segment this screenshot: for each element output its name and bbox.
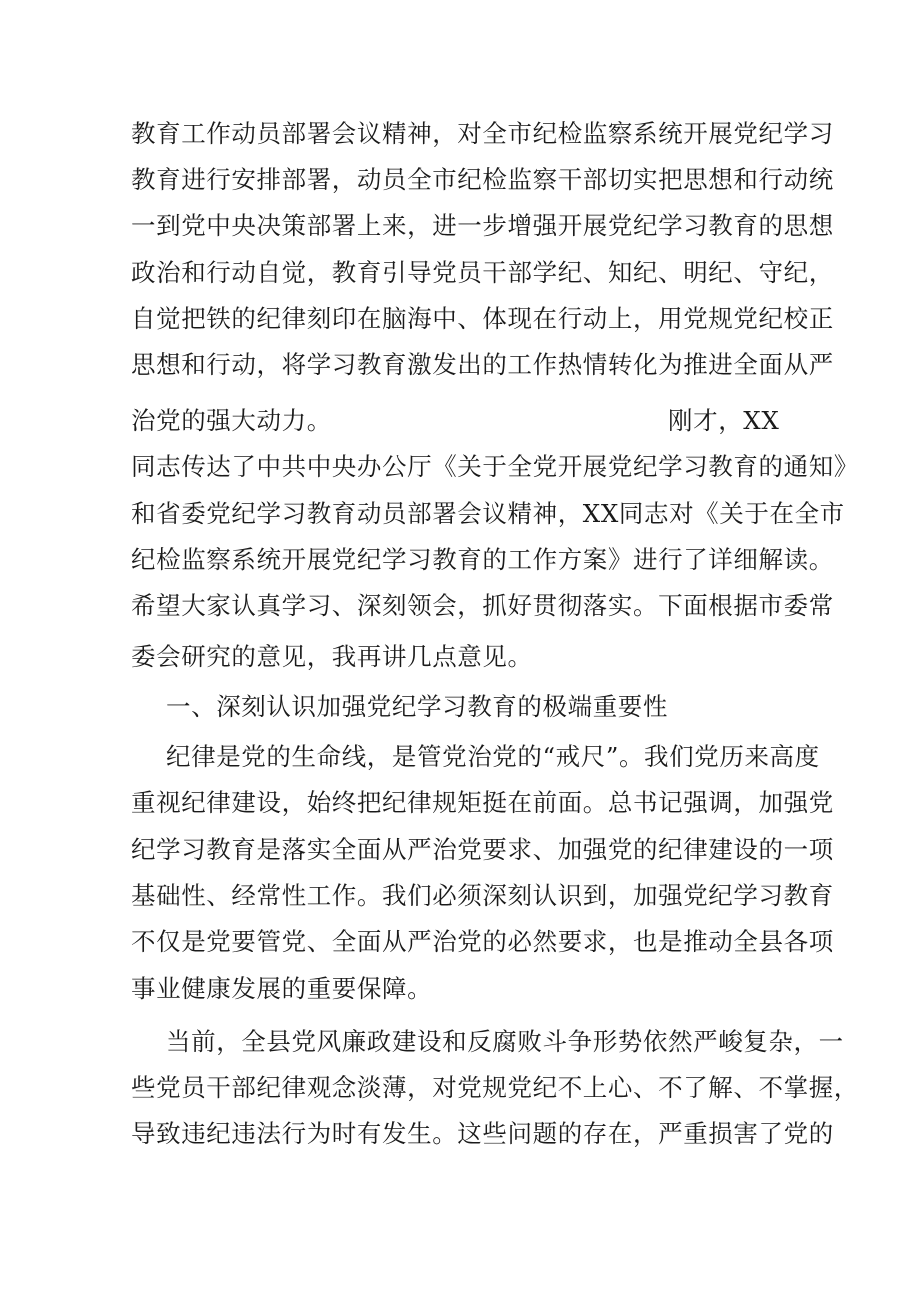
body-text-line: 导致违纪违法行为时有发生。这些问题的存在，严重损害了党的 [131,1119,834,1148]
body-text-line: 和省委党纪学习教育动员部署会议精神，XX同志对《关于在全市 [131,499,845,528]
body-text-line: 纪检监察系统开展党纪学习教育的工作方案》进行了详细解读。 [131,545,834,574]
body-text-line: 基础性、经常性工作。我们必须深刻认识到，加强党纪学习教育 [131,881,834,910]
body-text-line: 教育工作动员部署会议精神，对全市纪检监察系统开展党纪学习 [131,119,834,148]
body-text-fragment: 刚才，XX [668,406,780,435]
body-text-line: 委会研究的意见，我再讲几点意见。 [131,642,533,671]
body-text-line: 纪学习教育是落实全面从严治党要求、加强党的纪律建设的一项 [131,835,834,864]
section-heading: 一、深刻认识加强党纪学习教育的极端重要性 [166,692,668,721]
body-text-line: 不仅是党要管党、全面从严治党的必然要求，也是推动全县各项 [131,927,834,956]
body-text-line: 自觉把铁的纪律刻印在脑海中、体现在行动上，用党规党纪校正 [131,304,834,333]
body-text-line: 事业健康发展的重要保障。 [131,974,433,1003]
body-text-line: 些党员干部纪律观念淡薄，对党规党纪不上心、不了解、不掌握， [131,1073,859,1102]
body-text-line: 教育进行安排部署，动员全市纪检监察干部切实把思想和行动统 [131,165,834,194]
body-text-line: 一到党中央决策部署上来，进一步增强开展党纪学习教育的思想 [131,211,834,240]
body-text-line: 治党的强大动力。 [131,406,332,435]
body-text-line: 同志传达了中共中央办公厅《关于全党开展党纪学习教育的通知》 [131,452,859,481]
body-text-line: 纪律是党的生命线，是管党治党的“戒尺”。我们党历来高度 [166,742,820,771]
body-text-line: 思想和行动，将学习教育激发出的工作热情转化为推进全面从严 [131,350,834,379]
body-text-line: 当前，全县党风廉政建设和反腐败斗争形势依然严峻复杂，一 [166,1027,844,1056]
body-text-line: 希望大家认真学习、深刻领会，抓好贯彻落实。下面根据市委常 [131,591,834,620]
body-text-line: 政治和行动自觉，教育引导党员干部学纪、知纪、明纪、守纪， [131,258,834,287]
body-text-line: 重视纪律建设，始终把纪律规矩挺在前面。总书记强调，加强党 [131,788,834,817]
